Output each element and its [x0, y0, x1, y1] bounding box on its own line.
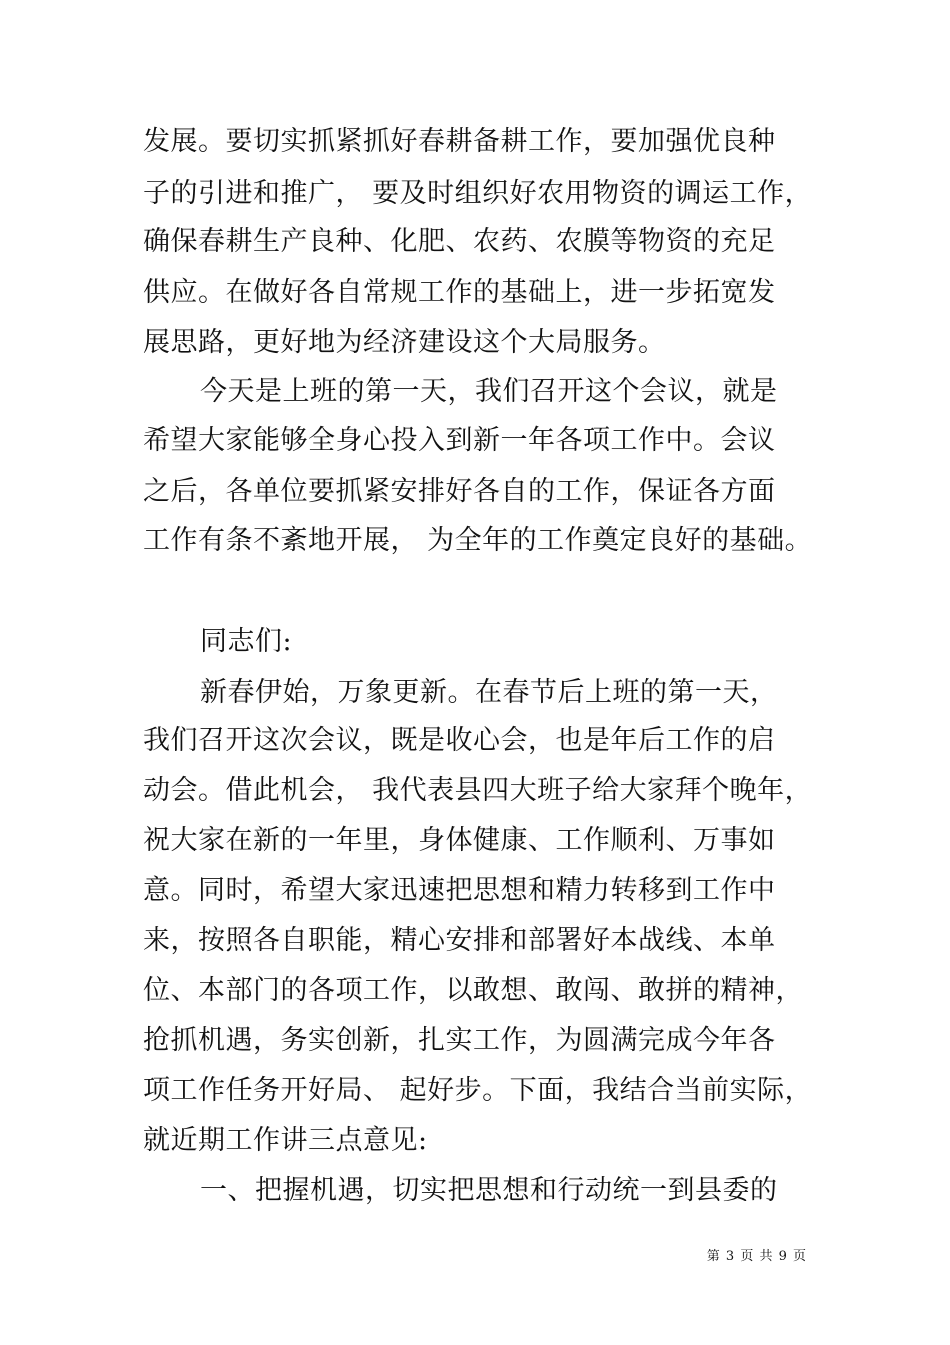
paragraph-line: 今天是上班的第一天，我们召开这个会议，就是 [200, 376, 778, 407]
paragraph-line: 项工作任务开好局、 起好步。下面，我结合当前实际， [143, 1075, 813, 1106]
paragraph-line: 希望大家能够全身心投入到新一年各项工作中。会议 [143, 425, 776, 456]
salutation: 同志们: [200, 626, 293, 657]
paragraph-line: 发展。要切实抓紧抓好春耕备耕工作，要加强优良种 [143, 126, 776, 157]
paragraph-line: 我们召开这次会议，既是收心会，也是年后工作的启 [143, 725, 776, 756]
paragraph-line: 动会。借此机会， 我代表县四大班子给大家拜个晚年， [143, 775, 813, 806]
paragraph-line: 祝大家在新的一年里，身体健康、工作顺利、万事如 [143, 825, 776, 856]
paragraph-line: 子的引进和推广， 要及时组织好农用物资的调运工作， [143, 178, 813, 209]
paragraph-line: 之后，各单位要抓紧安排好各自的工作，保证各方面 [143, 476, 776, 507]
paragraph-line: 展思路，更好地为经济建设这个大局服务。 [143, 327, 666, 358]
paragraph-line: 工作有条不紊地开展， 为全年的工作奠定良好的基础。 [143, 525, 813, 556]
page-number: 第 3 页 共 9 页 [706, 1249, 807, 1264]
paragraph-line: 新春伊始，万象更新。在春节后上班的第一天， [200, 677, 778, 708]
paragraph-line: 就近期工作讲三点意见: [143, 1125, 428, 1156]
paragraph-line: 抢抓机遇，务实创新，扎实工作，为圆满完成今年各 [143, 1025, 776, 1056]
paragraph-line: 意。同时，希望大家迅速把思想和精力转移到工作中 [143, 875, 776, 906]
paragraph-line: 确保春耕生产良种、化肥、农药、农膜等物资的充足 [143, 226, 776, 257]
paragraph-line: 来，按照各自职能，精心安排和部署好本战线、本单 [143, 925, 776, 956]
section-heading: 一、把握机遇，切实把思想和行动统一到县委的 [200, 1175, 778, 1206]
paragraph-line: 供应。在做好各自常规工作的基础上，进一步拓宽发 [143, 277, 776, 308]
paragraph-line: 位、本部门的各项工作，以敢想、敢闯、敢拼的精神， [143, 975, 803, 1006]
